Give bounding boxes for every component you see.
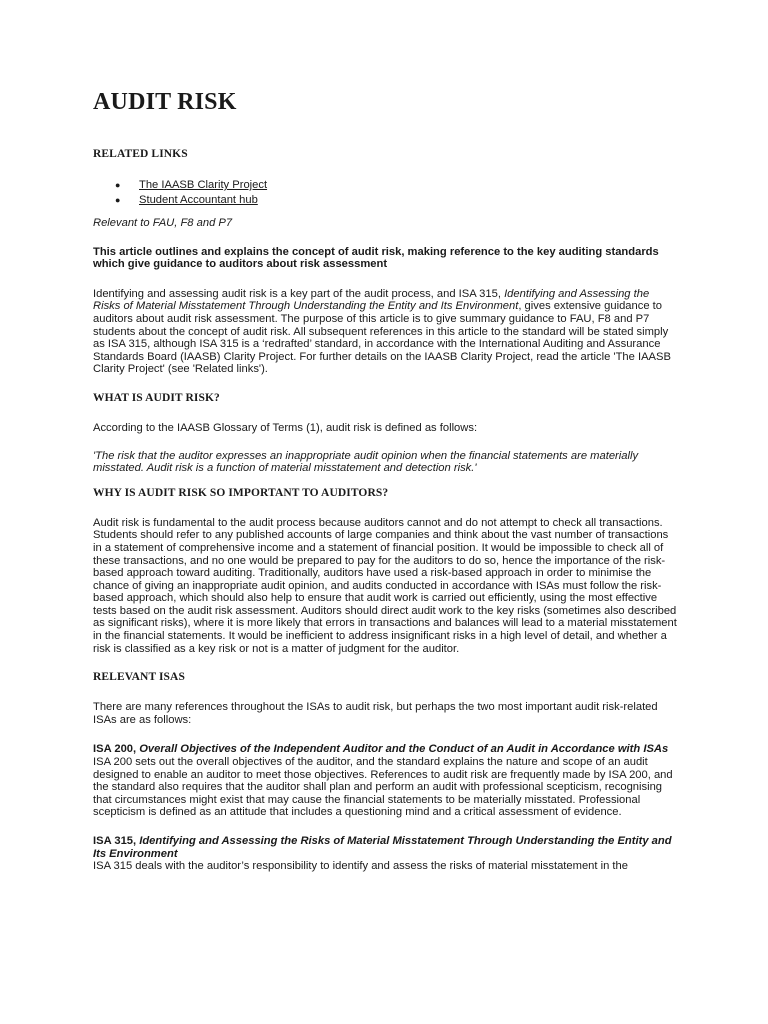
isa200-title: Overall Objectives of the Independent Auditor and the Conduct of an Audit in Accordance with ISAs bbox=[139, 743, 669, 756]
intro-paragraph bbox=[93, 288, 678, 376]
page-title: AUDIT RISK bbox=[93, 89, 237, 115]
definition-intro: According to the IAASB Glossary of Terms (1), audit risk is defined as follows: bbox=[93, 421, 478, 434]
isa315-code: ISA 315, bbox=[93, 835, 140, 847]
isa315-title-inline: Identifying and Assessing the Risks of Material Misstatement Through Understanding the Entity and Its Environment bbox=[93, 287, 650, 313]
isa315-title: Identifying and Assessing the Risks of Material Misstatement Through Understanding the Entity and Its Environment bbox=[93, 835, 672, 860]
isa200-paragraph: ISA 200 sets out the overall objectives of the auditor, and the standard explains the nature and scope of an audit designed to enable an auditor to meet those objectives. References to audit risk are frequently made by ISA 200, and the standard also requires that the auditor shall plan and perform an audit with professional scepticism, recognising that circumstances might exist that may cause the financial statements to be materially misstated. Professional scepticism is defined as an attitude that includes a questioning mind and a critical assessment of evidence. bbox=[93, 756, 673, 819]
isa200-code: ISA 200, bbox=[93, 743, 140, 756]
section-heading-what-is-audit-risk: WHAT IS AUDIT RISK? bbox=[93, 391, 220, 404]
link-iaasb-clarity-project[interactable]: The IAASB Clarity Project bbox=[139, 179, 268, 191]
relevant-isas-intro: There are many references throughout the ISAs to audit risk, but perhaps the two most important audit risk-related ISAs are as follows: bbox=[93, 701, 658, 726]
related-links-heading: RELATED LINKS bbox=[93, 148, 188, 160]
isa200-heading bbox=[93, 743, 678, 756]
bullet-icon: ● bbox=[115, 180, 121, 190]
list-item bbox=[93, 193, 678, 208]
intro-text-a: Identifying and assessing audit risk is a key part of the audit process, and ISA 315, bbox=[93, 287, 505, 300]
related-links-list bbox=[93, 178, 678, 207]
bullet-icon: ● bbox=[115, 194, 121, 205]
isa315-paragraph: ISA 315 deals with the auditor’s responsibility to identify and assess the risks of material misstatement in the bbox=[93, 860, 628, 873]
intro-text-c: , gives extensive guidance to auditors about audit risk assessment. The purpose of this article is to give summary guidance to FAU, F8 and P7 students about the concept of audit risk. All subsequent references in this article to the standard will be stated simply as ISA 315, although ISA 315 is a ‘redrafted’ standard, in accordance with the International Auditing and Assurance Standards Board (IAASB) Clarity Project. For further details on the IAASB Clarity Project, read the article 'The IAASB Clarity Project' (see 'Related links'). bbox=[93, 300, 671, 376]
section-heading-relevant-isas: RELEVANT ISAS bbox=[93, 671, 185, 684]
link-student-accountant-hub[interactable]: Student Accountant hub bbox=[139, 193, 258, 206]
why-important-paragraph: Audit risk is fundamental to the audit process because auditors cannot and do not attempt to check all transactions. Students should refer to any published accounts of large companies and think about the vast number of transactions in a statement of comprehensive income and a statement of financial position. It would be impossible to check all of these transactions, and no one would be prepared to pay for the auditors to do so, hence the importance of the risk-based approach toward auditing. Traditionally, auditors have used a risk-based approach in order to minimise the chance of giving an inappropriate audit opinion, and audits conducted in accordance with ISAs must follow the risk-based approach, which should also help to ensure that audit work is carried out efficiently, using the most effective tests based on the audit risk assessment. Auditors should direct audit work to the key risks (sometimes also described as significant risks), where it is more likely that errors in transactions and balances will lead to a material misstatement in the financial statements. It would be inefficient to address insignificant risks in a high level of detail, and whether a risk is classified as a key risk or not is a matter of judgment for the auditor. bbox=[93, 516, 677, 655]
list-item bbox=[93, 178, 678, 193]
intro-summary: This article outlines and explains the concept of audit risk, making reference to the key auditing standards which give guidance to auditors about risk assessment bbox=[93, 245, 659, 271]
isa315-heading bbox=[93, 835, 678, 860]
relevant-to-text: Relevant to FAU, F8 and P7 bbox=[93, 217, 233, 229]
document-page bbox=[93, 88, 678, 873]
definition-quote: 'The risk that the auditor expresses an inappropriate audit opinion when the financial statements are materially misstated. Audit risk is a function of material misstatement and detection risk.' bbox=[93, 449, 639, 475]
section-heading-why-important: WHY IS AUDIT RISK SO IMPORTANT TO AUDITORS? bbox=[93, 486, 389, 499]
